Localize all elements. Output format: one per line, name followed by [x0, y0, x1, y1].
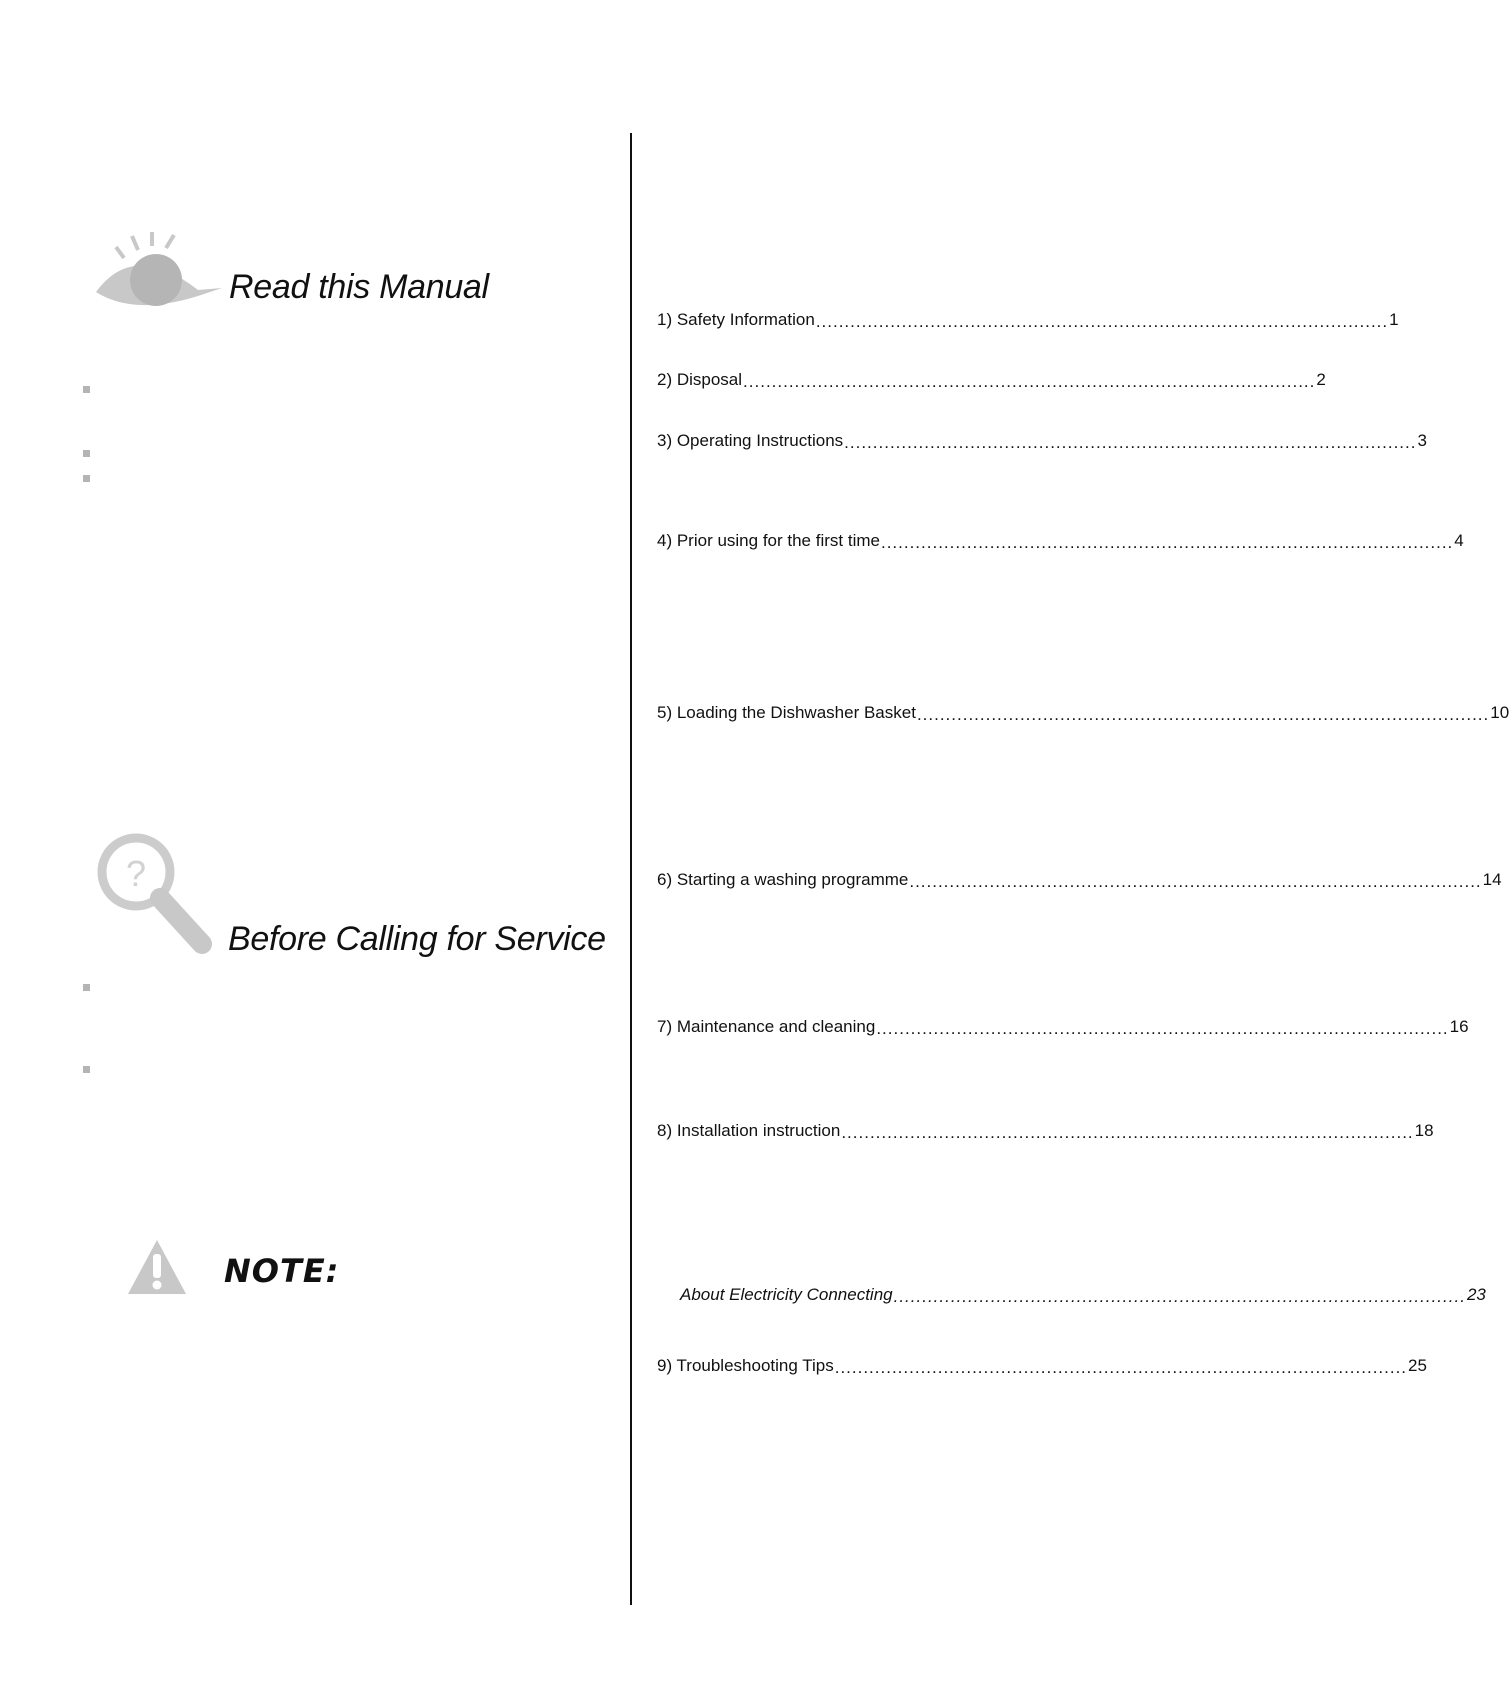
toc-entry — [657, 1350, 1427, 1377]
magnifier-question-icon — [96, 832, 216, 956]
toc-entry-title: 8) Installation instruction — [657, 1121, 841, 1140]
toc-leader-dots: .................................................................................................... — [876, 1019, 1449, 1038]
toc-entry-title: 4) Prior using for the first time — [657, 531, 880, 550]
toc-entry-page: 2 — [1316, 370, 1326, 389]
toc-leader-dots: .................................................................................................... — [815, 312, 1389, 331]
toc-entry — [657, 864, 1502, 891]
toc-leader-dots: .................................................................................................... — [841, 1123, 1414, 1142]
bullet-marker — [83, 984, 90, 991]
toc-entry-title: 9) Troubleshooting Tips — [657, 1356, 834, 1375]
warning-triangle-icon — [126, 1238, 188, 1296]
toc-leader-dots: .................................................................................................... — [743, 372, 1316, 391]
toc-entry-title: 7) Maintenance and cleaning — [657, 1017, 876, 1036]
toc-entry-title: 2) Disposal — [657, 370, 743, 389]
read-manual-heading: Read this Manual — [229, 268, 489, 306]
toc-leader-dots: .................................................................................................... — [916, 705, 1490, 724]
toc-entry — [657, 1115, 1434, 1142]
toc-entry-page: 10 — [1490, 703, 1509, 722]
toc-entry-page: 18 — [1414, 1121, 1434, 1140]
toc-leader-dots: .................................................................................................... — [909, 872, 1482, 891]
toc-entry — [657, 364, 1326, 391]
note-heading: NOTE: — [224, 1252, 340, 1290]
toc-entry-page: 16 — [1449, 1017, 1469, 1036]
toc-leader-dots: .................................................................................................... — [844, 433, 1417, 452]
toc-entry — [657, 697, 1509, 724]
toc-entry-page: 3 — [1417, 431, 1427, 450]
toc-entry — [657, 525, 1464, 552]
toc-leader-dots: .................................................................................................... — [893, 1287, 1466, 1306]
toc-entry-title: 3) Operating Instructions — [657, 431, 844, 450]
bullet-marker — [83, 386, 90, 393]
bullet-marker — [83, 1066, 90, 1073]
toc-subentry — [680, 1279, 1486, 1306]
toc-entry — [657, 1011, 1469, 1038]
toc-entry — [657, 425, 1427, 452]
toc-entry-title: About Electricity Connecting — [680, 1285, 893, 1304]
toc-entry-page: 23 — [1466, 1285, 1486, 1304]
toc-entry-title: 6) Starting a washing programme — [657, 870, 909, 889]
toc-leader-dots: .................................................................................................... — [880, 533, 1454, 552]
toc-entry-page: 1 — [1389, 310, 1399, 329]
toc-entry-title: 1) Safety Information — [657, 310, 815, 329]
toc-entry-page: 25 — [1408, 1356, 1427, 1375]
toc-leader-dots: .................................................................................................... — [834, 1358, 1408, 1377]
toc-entry-title: 5) Loading the Dishwasher Basket — [657, 703, 916, 722]
svg-text:?: ? — [125, 853, 147, 894]
bullet-marker — [83, 475, 90, 482]
toc-entry — [657, 304, 1399, 331]
before-service-heading: Before Calling for Service — [228, 920, 606, 958]
toc-entry-page: 14 — [1482, 870, 1502, 889]
toc-entry-page: 4 — [1454, 531, 1464, 550]
bullet-marker — [83, 450, 90, 457]
column-divider — [630, 133, 632, 1605]
eye-icon — [94, 232, 224, 310]
